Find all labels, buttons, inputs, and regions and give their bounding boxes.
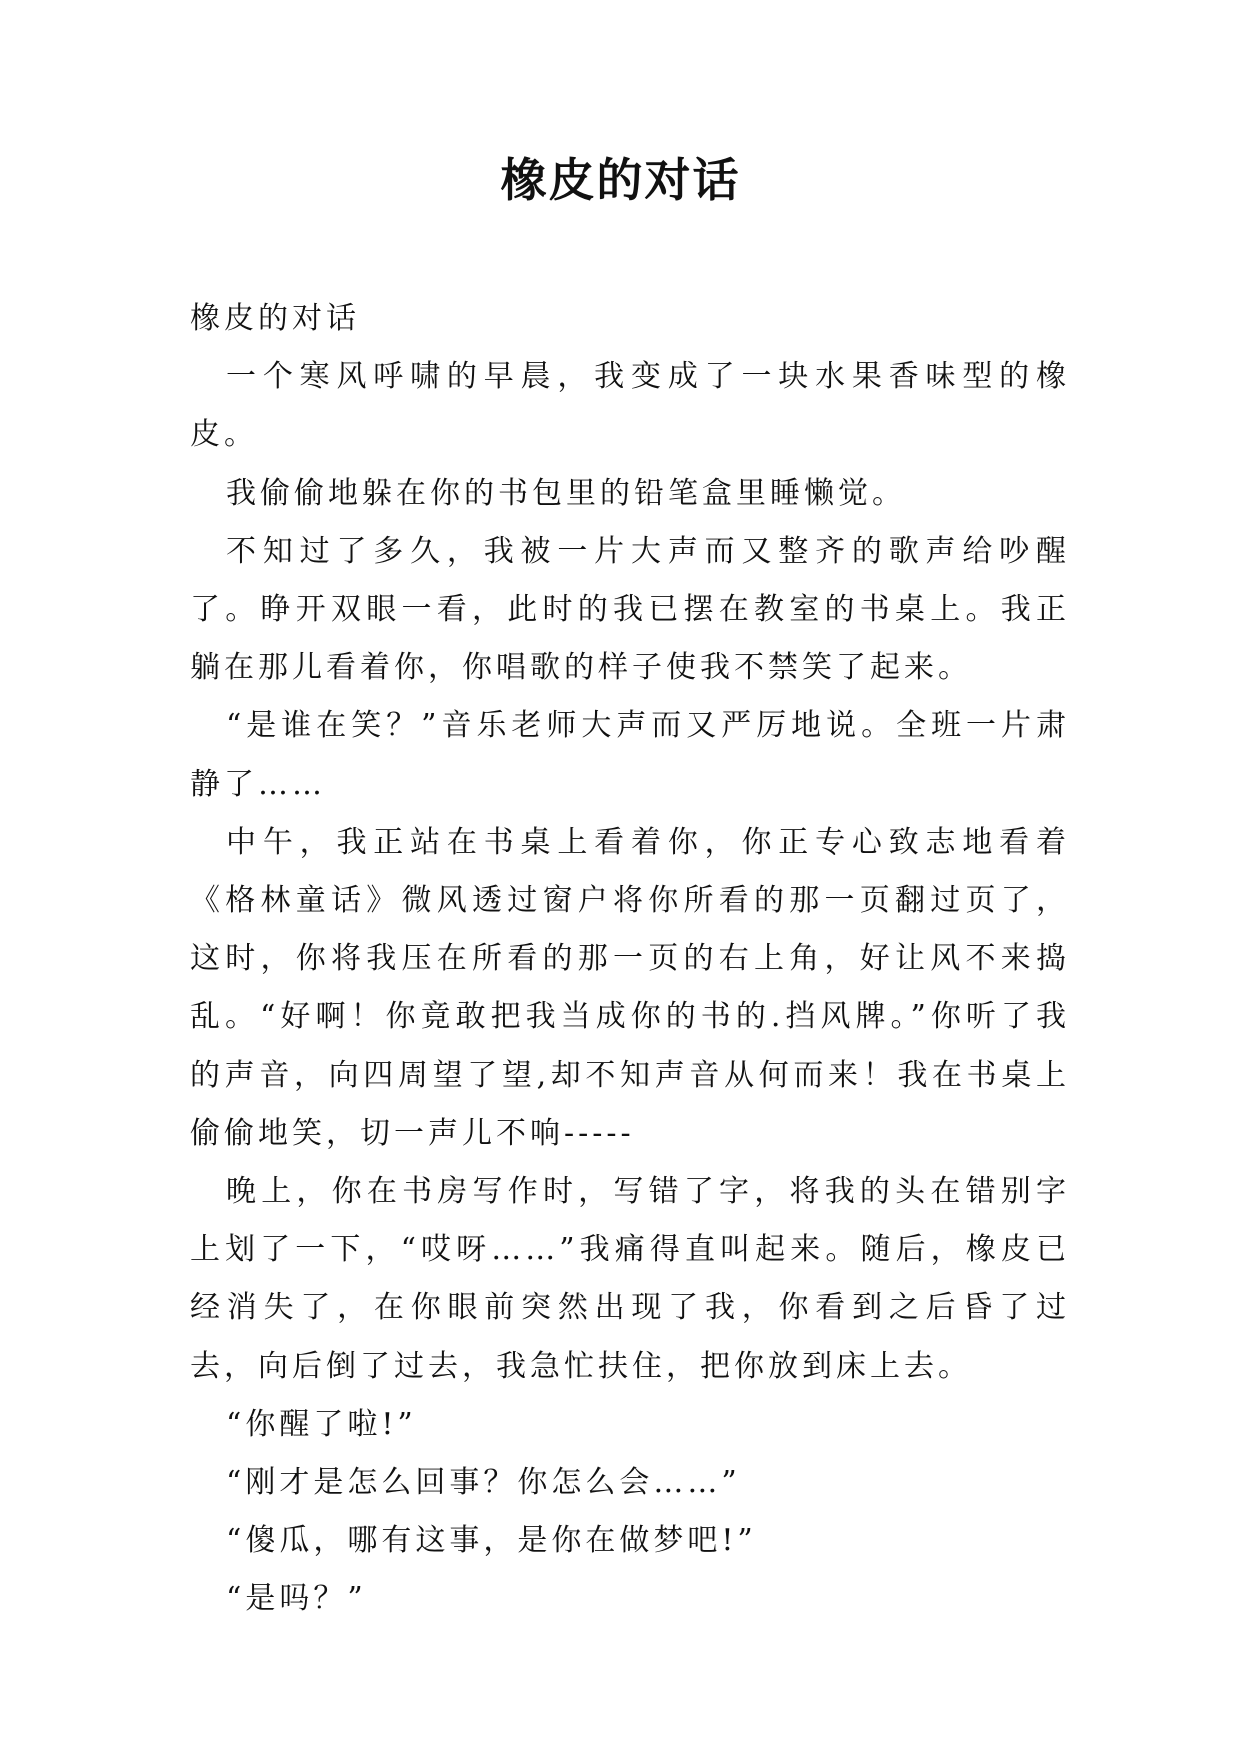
paragraph: 晚上，你在书房写作时，写错了字，将我的头在错别字上划了一下，“哎呀……”我痛得直叫起来。随后，橡皮已经消失了，在你眼前突然出现了我，你看到之后昏了过去，向后倒了过去，我急忙扶住，把你放到床上去。: [190, 1174, 1070, 1384]
paragraph: 中午，我正站在书桌上看着你，你正专心致志地看着《格林童话》微风透过窗户将你所看的那一页翻过页了，这时，你将我压在所看的那一页的右上角，好让风不来捣乱。“好啊！你竟敢把我当成你的书的.挡风牌。”你听了我的声音，向四周望了望,却不知声音从何而来！我在书桌上偷偷地笑，切一声儿不响-----: [190, 824, 1070, 1151]
dialogue-line: “傻瓜，哪有这事，是你在做梦吧!”: [226, 1523, 757, 1559]
paragraph-heading: 橡皮的对话: [190, 301, 360, 336]
dialogue-line: “你醒了啦!”: [226, 1406, 417, 1442]
document-title: 橡皮的对话: [500, 153, 741, 207]
document-body: [190, 290, 1070, 1629]
paragraph: 我偷偷地躲在你的书包里的铅笔盒里睡懒觉。: [226, 475, 906, 511]
dialogue-line: “是吗？”: [226, 1581, 367, 1617]
paragraph: 不知过了多久，我被一片大声而又整齐的歌声给吵醒了。睁开双眼一看，此时的我已摆在教室的书桌上。我正躺在那儿看着你，你唱歌的样子使我不禁笑了起来。: [190, 533, 1070, 686]
dialogue-line: “刚才是怎么回事？你怎么会……”: [226, 1465, 741, 1501]
paragraph: 一个寒风呼啸的早晨，我变成了一块水果香味型的橡皮。: [190, 359, 1070, 453]
paragraph: “是谁在笑？”音乐老师大声而又严厉地说。全班一片肃静了……: [190, 708, 1070, 802]
